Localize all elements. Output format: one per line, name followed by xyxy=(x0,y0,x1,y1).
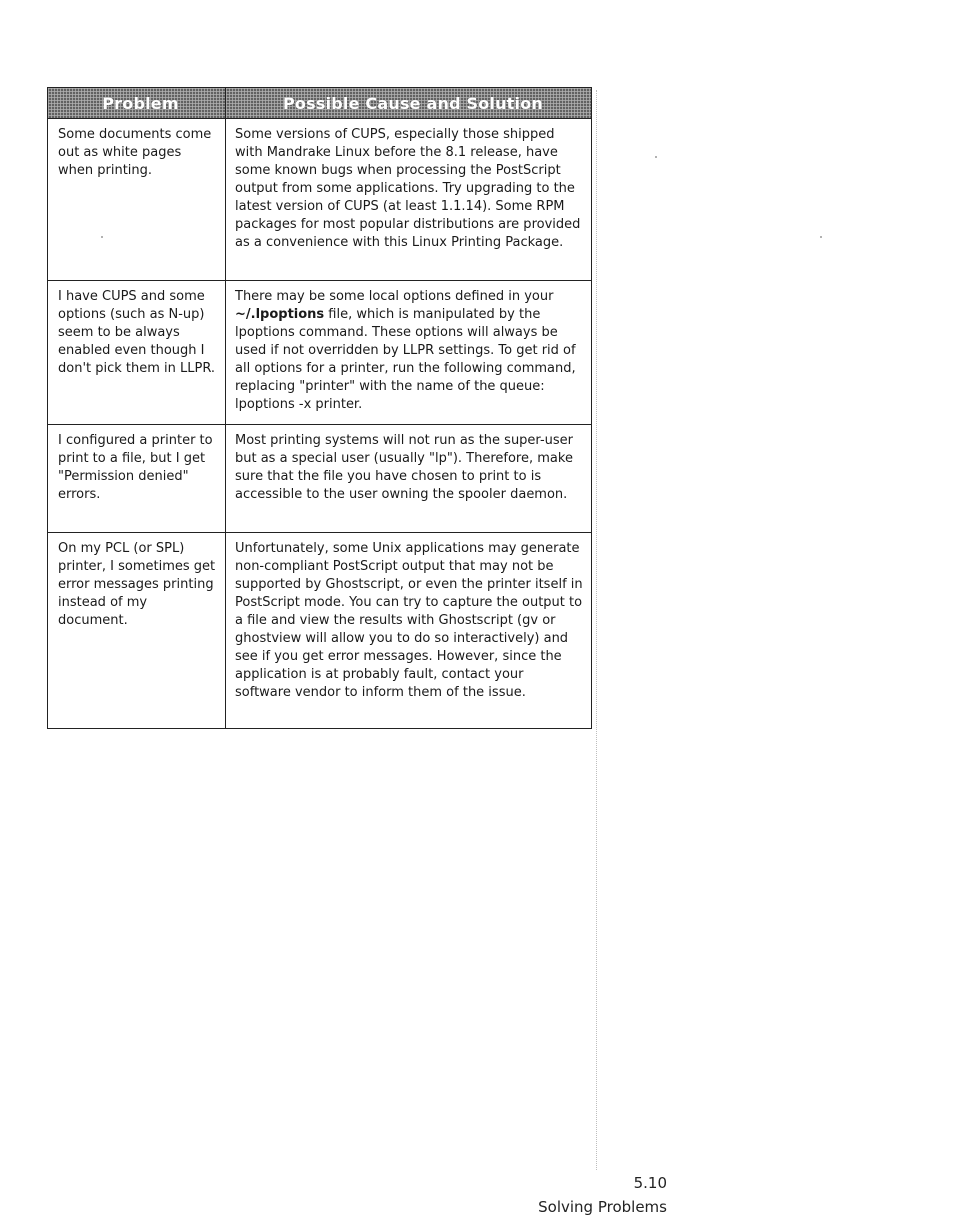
problem-cell: I configured a printer to print to a file, but I get "Permission denied" errors. xyxy=(48,425,226,533)
page-number: 5.10 xyxy=(633,1174,667,1192)
problem-cell: I have CUPS and some options (such as N-up) seem to be always enabled even though I don't pick them in LLPR. xyxy=(48,281,226,425)
problem-cell: On my PCL (or SPL) printer, I sometimes get error messages printing instead of my document. xyxy=(48,533,226,729)
table-row xyxy=(48,281,592,425)
scan-speck xyxy=(655,156,657,158)
scan-margin-line xyxy=(596,90,597,1170)
problem-cell: Some documents come out as white pages when printing. xyxy=(48,119,226,281)
solution-text-part: file, which is manipulated by the lpoptions command. These options will always be used if not overridden by LLPR settings. To get rid of all options for a printer, run the following command, replacing "printer" with the name of the queue: lpoptions -x printer. xyxy=(235,307,576,412)
section-title: Solving Problems xyxy=(538,1198,667,1216)
scan-speck xyxy=(820,236,822,238)
header-problem: Problem xyxy=(48,88,226,119)
table-header-row xyxy=(48,88,592,119)
solution-text-part: There may be some local options defined in your xyxy=(235,289,554,304)
table-row xyxy=(48,425,592,533)
table-row xyxy=(48,119,592,281)
solution-cell xyxy=(226,281,592,425)
table-row xyxy=(48,533,592,729)
solution-cell: Unfortunately, some Unix applications may generate non-compliant PostScript output that may not be supported by Ghostscript, or even the printer itself in PostScript mode. You can try to capture the output to a file and view the results with Ghostscript (gv or ghostview will allow you to do so interactively) and see if you get error messages. However, since the application is at probably fault, contact your software vendor to inform them of the issue. xyxy=(226,533,592,729)
lpoptions-file-path: ~/.lpoptions xyxy=(235,307,325,322)
solution-cell: Some versions of CUPS, especially those shipped with Mandrake Linux before the 8.1 release, have some known bugs when processing the PostScript output from some applications. Try upgrading to the latest version of CUPS (at least 1.1.14). Some RPM packages for most popular distributions are provided as a convenience with this Linux Printing Package. xyxy=(226,119,592,281)
troubleshooting-table xyxy=(47,87,592,729)
header-possible-cause-and-solution: Possible Cause and Solution xyxy=(226,88,592,119)
solution-cell: Most printing systems will not run as the super-user but as a special user (usually "lp"). Therefore, make sure that the file you have chosen to print to is accessible to the user owning the spooler daemon. xyxy=(226,425,592,533)
